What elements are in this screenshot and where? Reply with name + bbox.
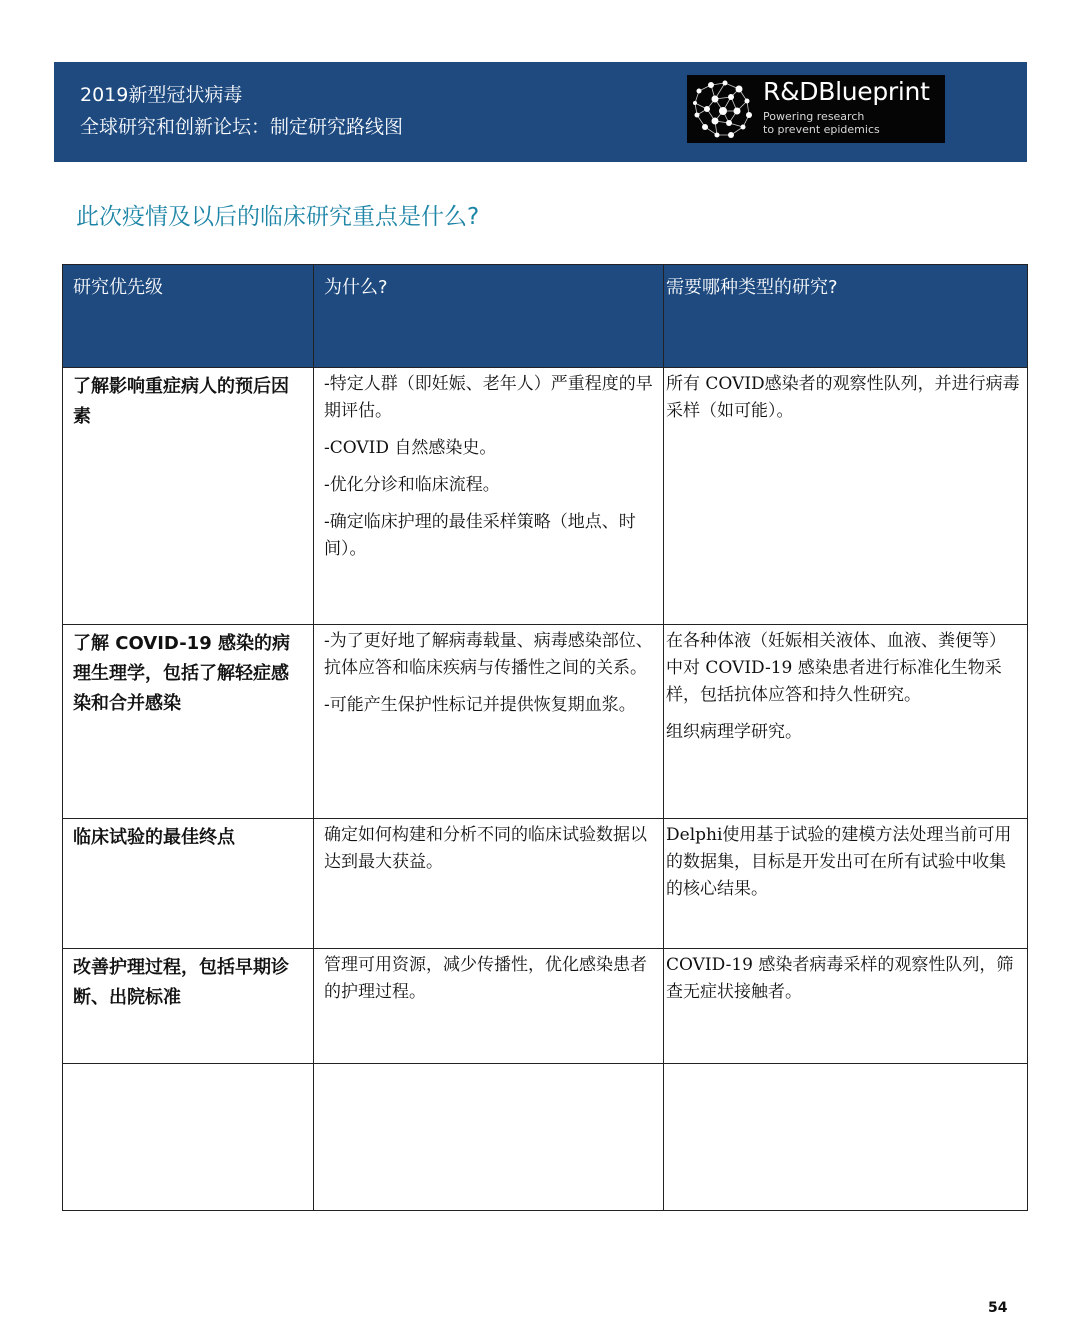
priority-cell — [63, 819, 314, 949]
research-type-cell — [664, 1064, 1028, 1211]
research-type-cell — [664, 368, 1028, 625]
priority-cell — [63, 1064, 314, 1211]
table-row — [63, 368, 1028, 625]
research-type-item: 所有 COVID感染者的观察性队列，并进行病毒采样（如可能）。 — [666, 374, 1020, 421]
research-type-cell — [664, 819, 1028, 949]
why-item: -COVID 自然感染史。 — [324, 438, 497, 458]
research-priorities-table — [62, 264, 1028, 1211]
priority-cell — [63, 625, 314, 819]
research-type-item: 组织病理学研究。 — [666, 722, 802, 742]
priority-text: 临床试验的最佳终点 — [73, 827, 235, 848]
table-row — [63, 819, 1028, 949]
why-item: -为了更好地了解病毒载量、病毒感染部位、抗体应答和临床疾病与传播性之间的关系。 — [324, 631, 653, 678]
page-number: 54 — [988, 1300, 1008, 1316]
why-item: -可能产生保护性标记并提供恢复期血浆。 — [324, 695, 636, 715]
priority-cell — [63, 949, 314, 1064]
table-header-row — [63, 265, 1028, 368]
network-globe-icon — [689, 77, 755, 141]
logo-tagline-2: to prevent epidemics — [763, 123, 880, 136]
logo-tagline-1: Powering research — [763, 110, 865, 123]
table-row — [63, 949, 1028, 1064]
priority-cell — [63, 368, 314, 625]
why-cell — [314, 368, 664, 625]
header-title-line2: 全球研究和创新论坛：制定研究路线图 — [80, 116, 404, 138]
why-cell — [314, 819, 664, 949]
priority-text: 了解影响重症病人的预后因素 — [73, 376, 289, 427]
why-cell — [314, 625, 664, 819]
why-item: -确定临床护理的最佳采样策略（地点、时间）。 — [324, 512, 636, 559]
research-type-item: 在各种体液（妊娠相关液体、血液、粪便等）中对 COVID-19 感染患者进行标准化生物采样，包括抗体应答和持久性研究。 — [666, 631, 1006, 705]
table-row-empty — [63, 1064, 1028, 1211]
column-header-research-type: 需要哪种类型的研究? — [664, 265, 1028, 368]
why-item: -特定人群（即妊娠、老年人）严重程度的早期评估。 — [324, 374, 653, 421]
header-title-line1: 2019新型冠状病毒 — [80, 84, 243, 106]
why-item: 管理可用资源，减少传播性，优化感染患者的护理过程。 — [324, 955, 647, 1002]
column-header-why: 为什么? — [314, 265, 664, 368]
research-type-cell — [664, 625, 1028, 819]
priority-text: 了解 COVID-19 感染的病理生理学，包括了解轻症感染和合并感染 — [73, 633, 290, 714]
priority-text: 改善护理过程，包括早期诊断、出院标准 — [73, 957, 289, 1008]
table-row — [63, 625, 1028, 819]
rd-blueprint-logo — [687, 75, 945, 143]
why-cell — [314, 1064, 664, 1211]
header-banner — [54, 62, 1027, 162]
why-cell — [314, 949, 664, 1064]
research-type-item: COVID-19 感染者病毒采样的观察性队列，筛查无症状接触者。 — [666, 955, 1014, 1002]
research-type-item: Delphi使用基于试验的建模方法处理当前可用的数据集，目标是开发出可在所有试验中收集的核心结果。 — [666, 825, 1012, 899]
why-item: 确定如何构建和分析不同的临床试验数据以达到最大获益。 — [324, 825, 647, 872]
logo-name: R&DBlueprint — [763, 77, 930, 106]
research-type-cell — [664, 949, 1028, 1064]
why-item: -优化分诊和临床流程。 — [324, 475, 500, 495]
column-header-priority: 研究优先级 — [63, 265, 314, 368]
page-title: 此次疫情及以后的临床研究重点是什么? — [76, 204, 480, 230]
